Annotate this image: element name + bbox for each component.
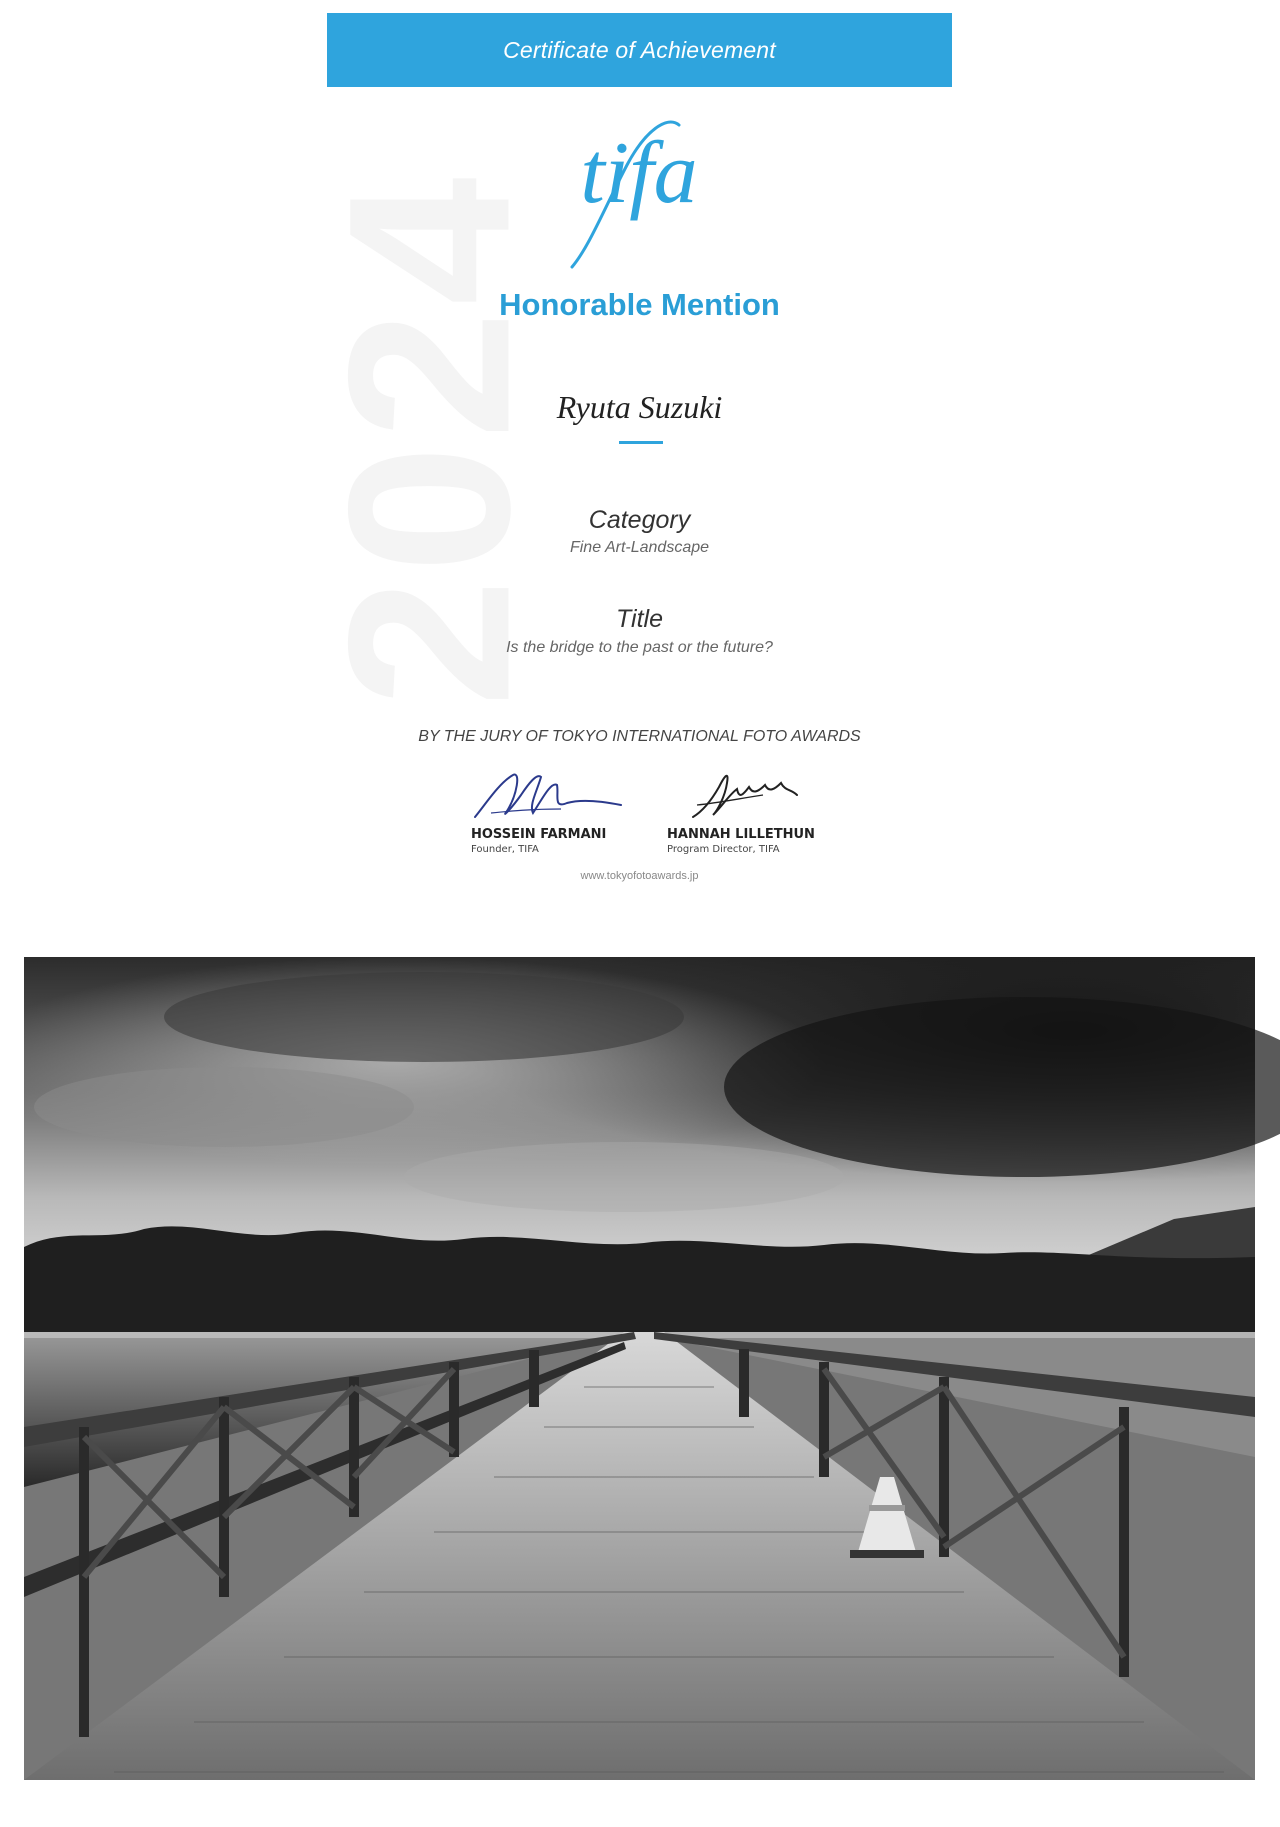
signatory-role-director: Program Director, TIFA [667, 844, 780, 855]
signatory-role-founder: Founder, TIFA [471, 844, 539, 855]
signature-director-image [667, 765, 847, 825]
signature-founder-image [471, 765, 651, 825]
title-label: Title [615, 605, 663, 633]
certificate-banner [327, 13, 952, 87]
name-underline [619, 441, 663, 444]
category-label: Category [588, 506, 691, 534]
year-watermark: 2024 [300, 171, 558, 707]
signature-block-director [667, 765, 847, 855]
category-value: Fine Art-Landscape [569, 539, 710, 556]
certificate [300, 13, 952, 885]
jury-line: BY THE JURY OF TOKYO INTERNATIONAL FOTO AWARDS [418, 728, 861, 745]
signature-block-founder [471, 765, 651, 855]
signatory-name-founder: HOSSEIN FARMANI [471, 827, 607, 842]
title-value: Is the bridge to the past or the future? [506, 639, 773, 656]
signatory-name-director: HANNAH LILLETHUN [667, 827, 815, 842]
certificate-title: Certificate of Achievement [503, 36, 776, 63]
bridge-landscape-photo [24, 957, 1255, 1780]
photo-image [24, 957, 1255, 1780]
website-url: www.tokyofotoawards.jp [580, 870, 699, 882]
recipient-name: Ryuta Suzuki [556, 389, 723, 425]
award-title: Honorable Mention [499, 287, 780, 322]
tifa-logo [327, 97, 952, 277]
logo-text: tifa [580, 125, 698, 222]
